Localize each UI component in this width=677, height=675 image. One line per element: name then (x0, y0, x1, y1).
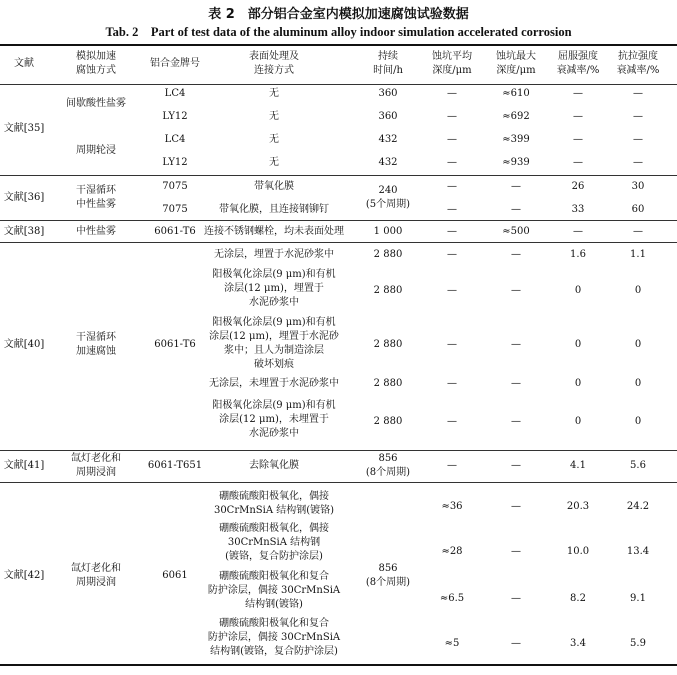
time-line: 240 (378, 185, 398, 196)
tensile-cell: 0 (634, 416, 642, 427)
header-treatment (200, 50, 348, 78)
alloy-cell: 7075 (162, 204, 188, 215)
yield-cell: 4.1 (570, 460, 586, 471)
header-yield-line: 衰减率/% (556, 65, 600, 76)
treatment-cell (200, 617, 348, 659)
treatment-line: 水泥砂浆中 (249, 297, 299, 308)
header-rule (0, 84, 677, 85)
header-tensile-line: 衰减率/% (616, 65, 660, 76)
treatment-line: 无涂层，未埋置于水泥砂浆中 (209, 378, 339, 389)
group-divider (0, 242, 677, 243)
alloy-cell: LY12 (162, 157, 188, 168)
alloy-cell: LC4 (164, 88, 186, 99)
pit-max-cell: — (511, 593, 521, 604)
header-method-line: 腐蚀方式 (76, 65, 116, 76)
treatment-cell: 无 (269, 88, 279, 99)
tensile-cell: — (633, 111, 643, 122)
pit-avg-cell: — (447, 339, 457, 350)
tensile-cell: — (633, 157, 643, 168)
method-cell (50, 331, 142, 359)
treatment-line: 涂层(12 μm)，埋置于水泥砂 (209, 331, 339, 342)
pit-avg-cell: ≈28 (441, 546, 463, 557)
header-pit-max-line: 蚀坑最大 (496, 51, 536, 62)
tensile-cell: 0 (634, 285, 642, 296)
header-pit-max (484, 50, 548, 78)
tensile-cell: — (633, 134, 643, 145)
pit-avg-cell: — (447, 416, 457, 427)
tensile-cell: 13.4 (626, 546, 650, 557)
treatment-line: 硼酸硫酸阳极氧化和复合 (219, 571, 329, 582)
method-line: 干湿循环 (76, 185, 116, 196)
method-line: 干湿循环 (76, 332, 116, 343)
treatment-cell (200, 570, 348, 612)
method-line: 加速腐蚀 (76, 346, 116, 357)
tensile-cell: 0 (634, 378, 642, 389)
header-method (50, 50, 142, 78)
pit-avg-cell: — (447, 378, 457, 389)
treatment-cell: 去除氧化膜 (249, 460, 299, 471)
method-cell (50, 562, 142, 590)
treatment-line: 硼酸硫酸阳极氧化和复合 (219, 618, 329, 629)
time-cell: 360 (378, 88, 398, 99)
treatment-line: 硼酸硫酸阳极氧化，偶接 (219, 491, 329, 502)
treatment-cell: 无 (269, 111, 279, 122)
header-pit-avg-line: 深度/μm (432, 65, 472, 76)
yield-cell: — (573, 111, 583, 122)
yield-cell: 8.2 (570, 593, 586, 604)
alloy-cell: LC4 (164, 134, 186, 145)
tensile-cell: 1.1 (630, 249, 646, 260)
tensile-cell: 24.2 (626, 501, 650, 512)
ref-cell: 文献[36] (3, 192, 45, 203)
method-cell (50, 184, 142, 212)
treatment-line: 涂层(12 μm)，埋置于 (224, 283, 324, 294)
tensile-cell: 0 (634, 339, 642, 350)
method-line: 氙灯老化和 (71, 563, 121, 574)
method-cell: 间歇酸性盐雾 (66, 98, 126, 109)
time-line: (8个周期) (365, 467, 411, 478)
ref-cell: 文献[41] (3, 460, 45, 471)
time-line: (5个周期) (365, 199, 411, 210)
yield-cell: — (573, 134, 583, 145)
header-method-line: 模拟加速 (76, 51, 116, 62)
pit-avg-cell: — (447, 285, 457, 296)
pit-max-cell: — (511, 546, 521, 557)
header-treatment-line: 连接方式 (254, 65, 294, 76)
pit-avg-cell: ≈36 (441, 501, 463, 512)
pit-avg-cell: — (447, 88, 457, 99)
tensile-cell: — (633, 226, 643, 237)
header-yield-line: 屈服强度 (558, 51, 598, 62)
treatment-line: (镀铬，复合防护涂层) (225, 551, 323, 562)
tensile-cell: 5.9 (630, 638, 646, 649)
group-divider (0, 220, 677, 221)
treatment-cell: 带氧化膜 (254, 181, 294, 192)
pit-avg-cell: ≈6.5 (439, 593, 465, 604)
pit-avg-cell: — (447, 226, 457, 237)
pit-avg-cell: — (447, 460, 457, 471)
treatment-cell (200, 248, 348, 262)
pit-max-cell: ≈692 (502, 111, 530, 122)
tensile-cell: 30 (631, 181, 645, 192)
header-tensile-line: 抗拉强度 (618, 51, 658, 62)
treatment-line: 30CrMnSiA 结构钢 (227, 537, 321, 548)
treatment-cell (200, 490, 348, 518)
header-ref: 文献 (14, 58, 34, 69)
treatment-line: 涂层(12 μm)，未埋置于 (219, 414, 329, 425)
pit-avg-cell: ≈5 (444, 638, 460, 649)
time-cell (354, 184, 422, 212)
pit-avg-cell: — (447, 134, 457, 145)
time-cell: 2 880 (373, 378, 403, 389)
method-cell: 周期轮浸 (76, 145, 116, 156)
group-divider (0, 175, 677, 176)
header-yield (546, 50, 610, 78)
pit-max-cell: — (511, 204, 521, 215)
time-cell: 432 (378, 134, 398, 145)
ref-cell: 文献[40] (3, 339, 45, 350)
header-time-line: 时间/h (373, 65, 403, 76)
treatment-cell (200, 268, 348, 310)
method-cell: 中性盐雾 (76, 226, 116, 237)
pit-max-cell: — (511, 181, 521, 192)
yield-cell: — (573, 226, 583, 237)
tensile-cell: 5.6 (630, 460, 646, 471)
time-cell: 2 880 (373, 285, 403, 296)
yield-cell: 0 (574, 378, 582, 389)
treatment-cell: 连接不锈钢螺栓，均未表面处理 (204, 226, 344, 237)
header-time (354, 50, 422, 78)
ref-cell: 文献[38] (3, 226, 45, 237)
yield-cell: 10.0 (566, 546, 590, 557)
group-divider (0, 482, 677, 483)
pit-max-cell: — (511, 285, 521, 296)
alloy-cell: 6061 (162, 570, 188, 581)
header-pit-avg-line: 蚀坑平均 (432, 51, 472, 62)
header-pit-avg (420, 50, 484, 78)
treatment-line: 浆中；且人为制造涂层 (224, 345, 324, 356)
treatment-line: 硼酸硫酸阳极氧化，偶接 (219, 523, 329, 534)
group-divider (0, 450, 677, 451)
header-treatment-line: 表面处理及 (249, 51, 299, 62)
treatment-line: 30CrMnSiA 结构钢(镀铬) (213, 505, 335, 516)
yield-cell: 26 (571, 181, 585, 192)
time-cell: 360 (378, 111, 398, 122)
header-tensile (606, 50, 670, 78)
time-cell (354, 562, 422, 590)
time-cell: 1 000 (373, 226, 403, 237)
time-cell: 432 (378, 157, 398, 168)
treatment-line: 阳极氧化涂层(9 μm)和有机 (212, 269, 336, 280)
yield-cell: 3.4 (570, 638, 586, 649)
pit-max-cell: ≈500 (502, 226, 530, 237)
pit-max-cell: — (511, 501, 521, 512)
alloy-cell: LY12 (162, 111, 188, 122)
treatment-cell: 无 (269, 157, 279, 168)
treatment-line: 结构钢(镀铬) (245, 599, 303, 610)
treatment-cell (200, 316, 348, 372)
pit-avg-cell: — (447, 181, 457, 192)
method-line: 氙灯老化和 (71, 453, 121, 464)
treatment-line: 阳极氧化涂层(9 μm)和有机 (212, 317, 336, 328)
yield-cell: 1.6 (570, 249, 586, 260)
yield-cell: 0 (574, 339, 582, 350)
pit-max-cell: — (511, 339, 521, 350)
ref-cell: 文献[35] (3, 123, 45, 134)
top-rule (0, 44, 677, 46)
pit-max-cell: ≈399 (502, 134, 530, 145)
header-alloy: 铝合金牌号 (150, 58, 200, 69)
pit-max-cell: — (511, 378, 521, 389)
bottom-rule (0, 664, 677, 666)
ref-cell: 文献[42] (3, 570, 45, 581)
time-cell (354, 452, 422, 480)
treatment-line: 阳极氧化涂层(9 μm)和有机 (212, 400, 336, 411)
tensile-cell: — (633, 88, 643, 99)
table-caption-cn: 表 2 部分铝合金室内模拟加速腐蚀试验数据 (208, 7, 469, 22)
method-line: 周期浸润 (76, 577, 116, 588)
time-cell: 2 880 (373, 416, 403, 427)
treatment-cell (200, 377, 348, 391)
yield-cell: 33 (571, 204, 585, 215)
treatment-cell (200, 522, 348, 564)
pit-avg-cell: — (447, 111, 457, 122)
treatment-cell (200, 399, 348, 441)
pit-max-cell: ≈939 (502, 157, 530, 168)
pit-max-cell: ≈610 (502, 88, 530, 99)
pit-avg-cell: — (447, 249, 457, 260)
pit-max-cell: — (511, 416, 521, 427)
method-line: 中性盐雾 (76, 199, 116, 210)
table-caption-en: Tab. 2 Part of test data of the aluminum alloy indoor simulation accelerated corrosion (105, 25, 572, 39)
header-time-line: 持续 (378, 51, 398, 62)
method-line: 周期浸润 (76, 467, 116, 478)
yield-cell: — (573, 157, 583, 168)
time-cell: 2 880 (373, 339, 403, 350)
yield-cell: — (573, 88, 583, 99)
pit-max-cell: — (511, 249, 521, 260)
yield-cell: 20.3 (566, 501, 590, 512)
treatment-line: 防护涂层，偶接 30CrMnSiA (207, 585, 341, 596)
treatment-line: 结构钢(镀铬，复合防护涂层) (210, 646, 338, 657)
yield-cell: 0 (574, 416, 582, 427)
yield-cell: 0 (574, 285, 582, 296)
treatment-cell: 无 (269, 134, 279, 145)
alloy-cell: 6061-T6 (154, 339, 196, 350)
time-line: 856 (378, 453, 398, 464)
alloy-cell: 7075 (162, 181, 188, 192)
time-line: (8个周期) (365, 577, 411, 588)
treatment-line: 防护涂层，偶接 30CrMnSiA (207, 632, 341, 643)
time-cell: 2 880 (373, 249, 403, 260)
header-pit-max-line: 深度/μm (496, 65, 536, 76)
treatment-line: 水泥砂浆中 (249, 428, 299, 439)
tensile-cell: 9.1 (630, 593, 646, 604)
treatment-cell: 带氧化膜，且连接钢铆钉 (219, 204, 329, 215)
alloy-cell: 6061-T651 (147, 460, 203, 471)
pit-max-cell: — (511, 638, 521, 649)
pit-avg-cell: — (447, 204, 457, 215)
time-line: 856 (378, 563, 398, 574)
tensile-cell: 60 (631, 204, 645, 215)
treatment-line: 无涂层，埋置于水泥砂浆中 (214, 249, 334, 260)
alloy-cell: 6061-T6 (154, 226, 196, 237)
pit-max-cell: — (511, 460, 521, 471)
pit-avg-cell: — (447, 157, 457, 168)
treatment-line: 破坏划痕 (254, 359, 294, 370)
method-cell (50, 452, 142, 480)
